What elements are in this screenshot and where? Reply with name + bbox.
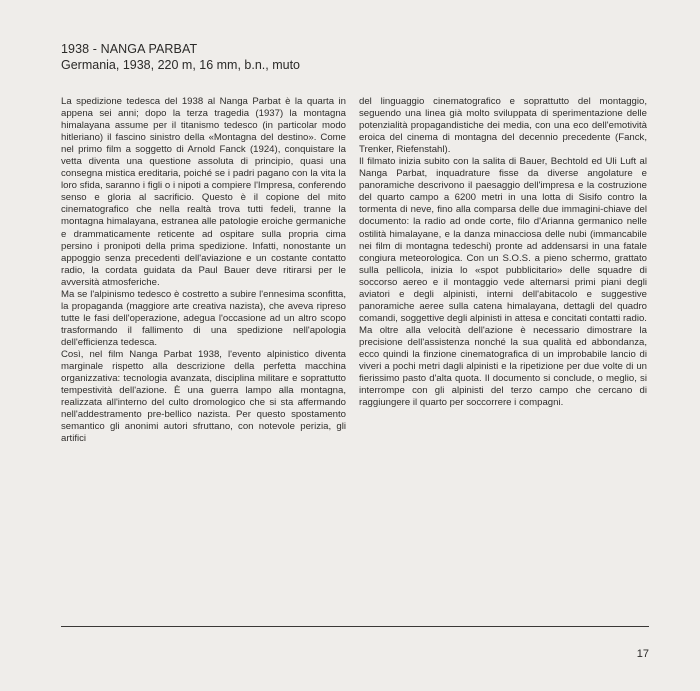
paragraph: del linguaggio cinematografico e soprattutto del montaggio, seguendo una linea già molto sviluppata di sperimentazione delle potenzialità propagandistiche dei media, con una eco dell'emotività eroica del cinema di montagna del decennio precedente (Fanck, Trenker, Riefenstahl). (359, 96, 647, 156)
paragraph: Il filmato inizia subito con la salita di Bauer, Bechtold ed Uli Luft al Nanga Parbat, inquadrature fisse da diverse angolature e panoramiche descrivono il paesaggio dell'impresa e la costruzione del quarto campo a 6200 metri in una lotta di Sisifo contro la tormenta di neve, fino alla comparsa delle due immagini-chiave del documento: la radio ad onde corte, filo d'Arianna germanico nelle ostilità himalayane, e la danza minacciosa delle nubi (immancabile nei film di montagna tedeschi) pronte ad addensarsi in una fatale congiura meteorologica. Con un S.O.S. a pieno schermo, grattato sulla pellicola, inizia lo «spot pubblicitario» delle squadre di soccorso aereo e il montaggio vede alternarsi primi piani degli aviatori e degli alpinisti, interni dell'abitacolo e suggestive panoramiche aeree sulla catena himalayana, dettagli del quadro comandi, soggettive degli alpinisti in attesa e concitati contatti radio. (359, 156, 647, 324)
paragraph: La spedizione tedesca del 1938 al Nanga Parbat è la quarta in appena sei anni; dopo la terza tragedia (1937) la montagna himalayana assume per il titanismo tedesco (in particolar modo hitleriano) il fascino sinistro della «Montagna del destino». Come nel primo film a soggetto di Arnold Fanck (1924), conquistare la vetta diventa una questione assoluta di principio, quasi una consegna mistica ereditaria, poiché se i padri pagano con la vita la loro sfida, saranno i figli o i nipoti a compiere l'Impresa, conferendo senso e gloria al sacrificio. Questo è il copione del mito cinematografico che nella realtà trova tutti fedeli, tranne la montagna himalayana, estranea alle patologie eroiche germaniche e drammaticamente reticente ad ospitare sulla propria cima persino i pronipoti della prima spedizione. Infatti, nonostante un appoggio senza precedenti dell'aviazione e un costante contatto radio, la cordata guidata da Paul Bauer deve ritirarsi per le avversità atmosferiche. (61, 96, 346, 288)
paragraph: Così, nel film Nanga Parbat 1938, l'evento alpinistico diventa marginale rispetto alla descrizione della perfetta macchina organizzativa: tecnologia avanzata, disciplina militare e soprattutto tempestività dell'azione. È una guerra lampo alla montagna, realizzata all'interno del culto dromologico che si sta affermando nell'addestramento pre-bellico nazista. Per questo spostamento semantico gli anonimi autori sfruttano, con notevole perizia, gli artifici (61, 348, 346, 445)
document-subtitle: Germania, 1938, 220 m, 16 mm, b.n., muto (61, 58, 301, 72)
paragraph: Ma oltre alla velocità dell'azione è necessario dimostrare la precisione dell'assistenza nonché la sua qualità ed abbondanza, ecco quindi la finzione cinematografica di un improbabile lancio di viveri a pochi metri dagli alpinisti e la ripetizione per due volte di un fierissimo pasto d'alta quota. Il documento si conclude, o meglio, si interrompe con gli alpinisti del terzo campo che cercano di raggiungere il quarto per soccorrere i compagni. (359, 324, 647, 409)
page-number: 17 (636, 648, 649, 660)
document-title: 1938 - NANGA PARBAT (61, 42, 198, 56)
footer-rule (61, 626, 649, 627)
right-column (359, 96, 647, 409)
paragraph: Ma se l'alpinismo tedesco è costretto a subire l'ennesima sconfitta, la propaganda (maggiore arte creativa nazista), che aveva ripreso tutte le fasi dell'operazione, adegua l'occasione ad un altro scopo trasformando il fallimento di una spedizione nell'apologia dell'efficienza tedesca. (61, 288, 346, 348)
header (61, 42, 461, 73)
left-column (61, 96, 346, 445)
